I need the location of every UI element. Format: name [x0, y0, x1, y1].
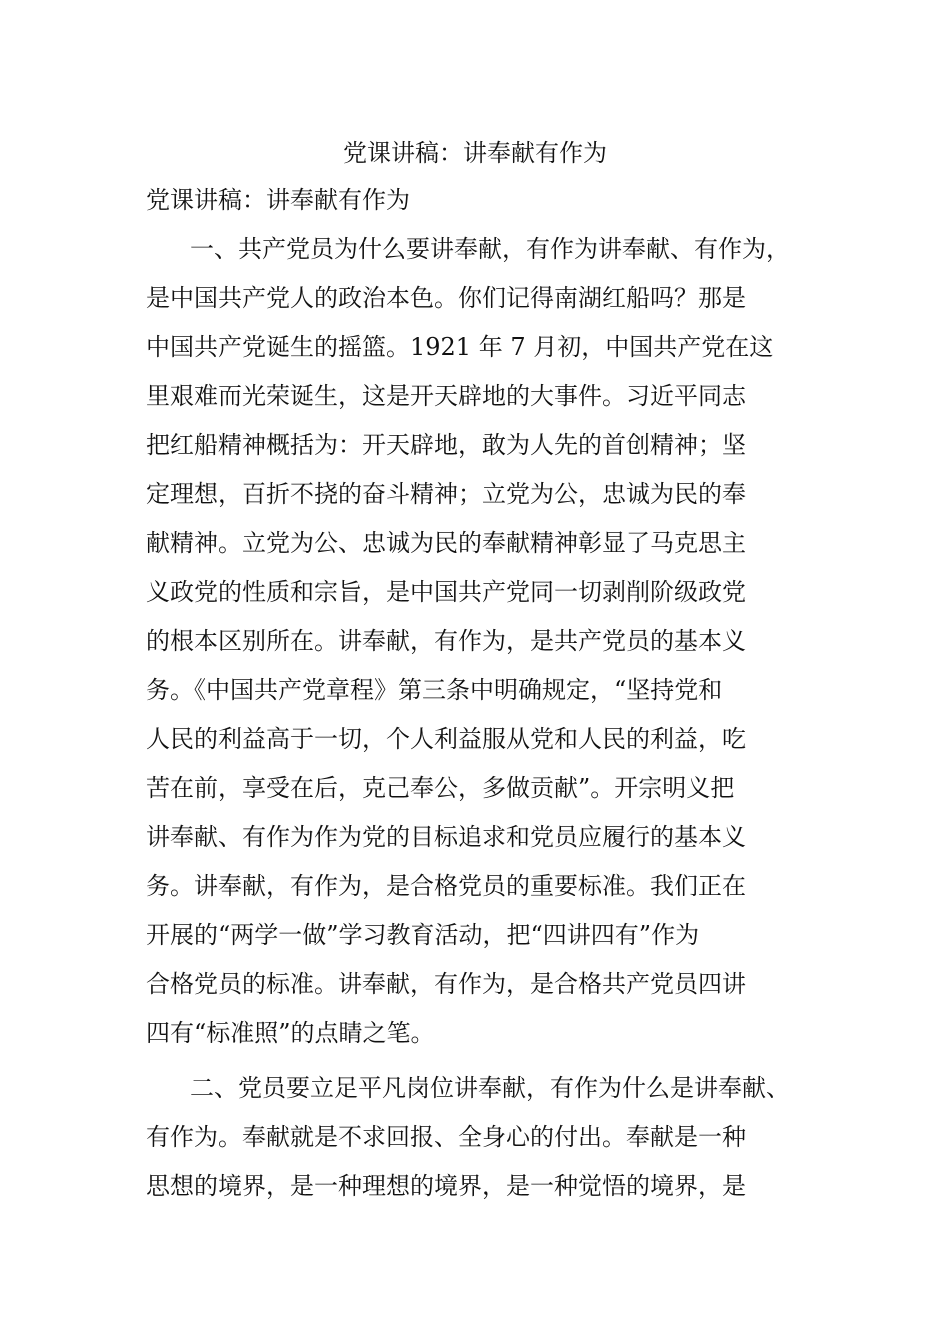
paragraph-line: 合格党员的标准。讲奉献，有作为，是合格共产党员四讲: [146, 970, 746, 998]
paragraph-line: 苦在前，享受在后，克己奉公，多做贡献”。开宗明义把: [146, 774, 735, 802]
paragraph-line: 开展的“两学一做”学习教育活动，把“四讲四有”作为: [146, 921, 700, 949]
paragraph-line: 把红船精神概括为：开天辟地，敢为人先的首创精神；坚: [146, 431, 746, 459]
paragraph-line: 是中国共产党人的政治本色。你们记得南湖红船吗？那是: [146, 284, 746, 312]
paragraph-line: 四有“标准照”的点睛之笔。: [146, 1019, 435, 1047]
paragraph-line: 人民的利益高于一切，个人利益服从党和人民的利益，吃: [146, 725, 746, 753]
paragraph-line: 定理想，百折不挠的奋斗精神；立党为公，忠诚为民的奉: [146, 480, 746, 508]
paragraph-line: 务。《中国共产党章程》第三条中明确规定，“坚持党和: [146, 676, 723, 704]
paragraph-line: 里艰难而光荣诞生，这是开天辟地的大事件。习近平同志: [146, 382, 746, 410]
paragraph-line: 讲奉献、有作为作为党的目标追求和党员应履行的基本义: [146, 823, 746, 851]
paragraph-line: 义政党的性质和宗旨，是中国共产党同一切剥削阶级政党: [146, 578, 746, 606]
document-title: 党课讲稿：讲奉献有作为: [343, 139, 607, 167]
paragraph-line: 思想的境界，是一种理想的境界，是一种觉悟的境界，是: [146, 1172, 746, 1200]
paragraph-line: 有作为。奉献就是不求回报、全身心的付出。奉献是一种: [146, 1123, 746, 1151]
document-subtitle: 党课讲稿：讲奉献有作为: [146, 186, 410, 214]
paragraph-line: 献精神。立党为公、忠诚为民的奉献精神彰显了马克思主: [146, 529, 746, 557]
paragraph-line: 的根本区别所在。讲奉献，有作为，是共产党员的基本义: [146, 627, 746, 655]
paragraph-line: 二、党员要立足平凡岗位讲奉献，有作为什么是讲奉献、: [190, 1074, 790, 1102]
paragraph-line: 务。讲奉献，有作为，是合格党员的重要标准。我们正在: [146, 872, 746, 900]
paragraph-line: 中国共产党诞生的摇篮。1921 年 7 月初，中国共产党在这: [146, 333, 774, 361]
paragraph-line: 一、共产党员为什么要讲奉献，有作为讲奉献、有作为，: [190, 235, 790, 263]
